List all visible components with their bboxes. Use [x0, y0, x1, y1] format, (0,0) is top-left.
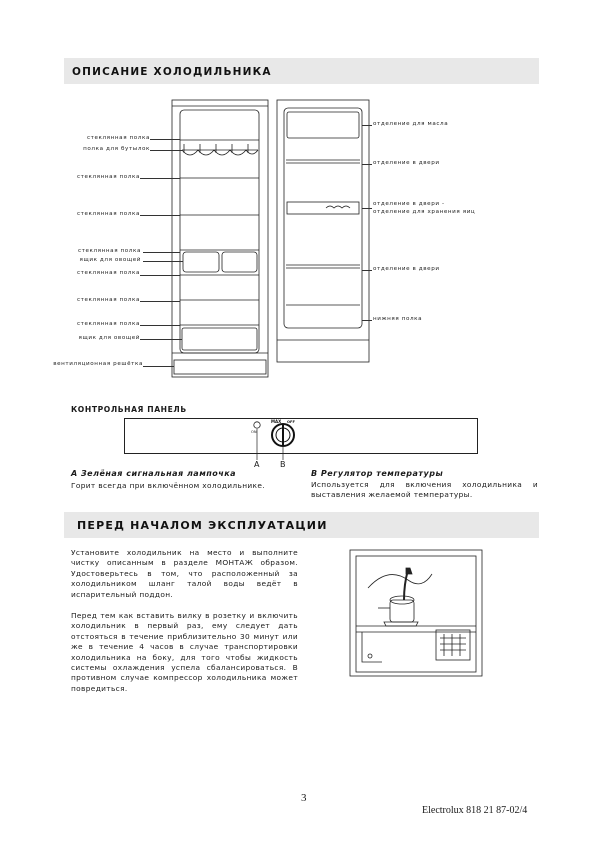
label-glass-shelf-4: стеклянная полка: [77, 248, 141, 254]
leader-line: [140, 325, 180, 326]
text-line: испарительный поддон.: [71, 589, 174, 599]
label-vegetable-drawer-1: ящик для овощей: [79, 257, 141, 263]
label-egg-compartment: отделение для хранения яиц: [373, 209, 476, 215]
dial-label-off: OFF: [287, 420, 295, 424]
item-b-text: [311, 480, 538, 501]
leader-line: [150, 150, 182, 151]
page-number: 3: [301, 792, 307, 804]
leader-line: [140, 215, 180, 216]
fridge-door: [277, 100, 369, 362]
paragraph-installation: [71, 548, 298, 600]
text-line: холодильник в первый раз, ему следует дать: [71, 621, 298, 631]
text-line: Используется для включения холодильника и: [311, 480, 538, 489]
control-panel-title: КОНТРОЛЬНАЯ ПАНЕЛЬ: [71, 405, 187, 414]
leader-line: [140, 301, 180, 302]
label-butter-compartment: отделение для масла: [373, 121, 449, 127]
label-glass-shelf-3: стеклянная полка: [76, 211, 140, 217]
label-vegetable-drawer-2: ящик для овощей: [78, 335, 140, 341]
text-line: чистку описанным в разделе МОНТАЖ образом.: [71, 558, 298, 568]
dial-label-max: MAX: [271, 419, 282, 424]
leader-line: [362, 164, 372, 165]
item-b-title: B Регулятор температуры: [311, 469, 444, 478]
leader-line: [143, 261, 183, 262]
ventilation-grille: [174, 360, 266, 374]
section-title-fridge-description: ОПИСАНИЕ ХОЛОДИЛЬНИКА: [72, 66, 272, 78]
leader-line: [143, 366, 174, 367]
document-code: Electrolux 818 21 87-02/4: [422, 805, 528, 816]
leader-line: [140, 339, 182, 340]
leader-line: [362, 320, 372, 321]
label-glass-shelf-1: стеклянная полка: [86, 135, 150, 141]
fridge-cabinet: [172, 100, 268, 377]
fridge-door-inner: [284, 108, 362, 328]
text-line: системы охлаждения успела сбалансироваться. В: [71, 663, 298, 673]
label-bottom-shelf: нижняя полка: [373, 316, 423, 322]
compressor: [390, 600, 414, 622]
vegetable-drawer-bottom: [182, 328, 257, 350]
label-door-compartment-egg: отделение в двери -: [373, 201, 445, 207]
paragraph-first-start: [71, 611, 298, 694]
fridge-inner-liner: [180, 110, 259, 353]
text-line: Установите холодильник на место и выполните: [71, 548, 298, 557]
leader-line: [143, 252, 180, 253]
label-ventilation-grille: вентиляционная решётка: [53, 361, 143, 367]
text-line: холодильником шланг талой воды ведёт в: [71, 579, 298, 589]
text-line: Удостоверьтесь в том, что расположенный за: [71, 568, 298, 578]
label-bottle-rack: полка для бутылок: [83, 146, 150, 152]
leader-line: [362, 125, 372, 126]
section-title-before-use: ПЕРЕД НАЧАЛОМ ЭКСПЛУАТАЦИИ: [77, 519, 328, 532]
text-line: холодильника на боку, для того чтобы жидкость: [71, 652, 298, 662]
egg-compartment: [287, 202, 359, 214]
butter-compartment: [287, 112, 359, 138]
lamp-label-on: ON: [251, 430, 257, 434]
leader-line: [140, 275, 180, 276]
detail-inset: [436, 630, 470, 660]
text-line: же в течение 4 часов в случае транспортировки: [71, 642, 298, 652]
item-a-title: A Зелёная сигнальная лампочка: [71, 469, 237, 478]
text-line: противном случае компрессор холодильника может: [71, 673, 298, 683]
item-a-text: Горит всегда при включённом холодильнике.: [71, 481, 265, 490]
leader-line: [140, 178, 180, 179]
text-line: Перед тем как вставить вилку в розетку и включить: [71, 611, 298, 620]
vegetable-drawer: [222, 252, 257, 272]
text-line: выставления желаемой температуры.: [311, 490, 473, 500]
drain-hose: [404, 570, 408, 600]
leader-line: [362, 270, 372, 271]
marker-b: B: [280, 460, 286, 469]
label-glass-shelf-2: стеклянная полка: [76, 174, 140, 180]
text-line: отстояться в течение приблизительно 30 минут или: [71, 631, 298, 641]
drain-hose-illustration: [348, 548, 484, 678]
leader-line: [362, 208, 372, 209]
label-glass-shelf-6: стеклянная полка: [76, 297, 140, 303]
green-indicator-lamp: [254, 422, 260, 428]
vegetable-drawer: [183, 252, 219, 272]
bottle-rack: [182, 150, 258, 155]
label-door-compartment-2: отделение в двери: [373, 266, 440, 272]
label-glass-shelf-7: стеклянная полка: [76, 321, 140, 327]
label-door-compartment-1: отделение в двери: [373, 160, 440, 166]
marker-a: A: [254, 460, 260, 469]
control-panel-diagram: [240, 416, 310, 472]
label-glass-shelf-5: стеклянная полка: [76, 270, 140, 276]
leader-line: [150, 139, 180, 140]
text-line: повредиться.: [71, 683, 128, 693]
